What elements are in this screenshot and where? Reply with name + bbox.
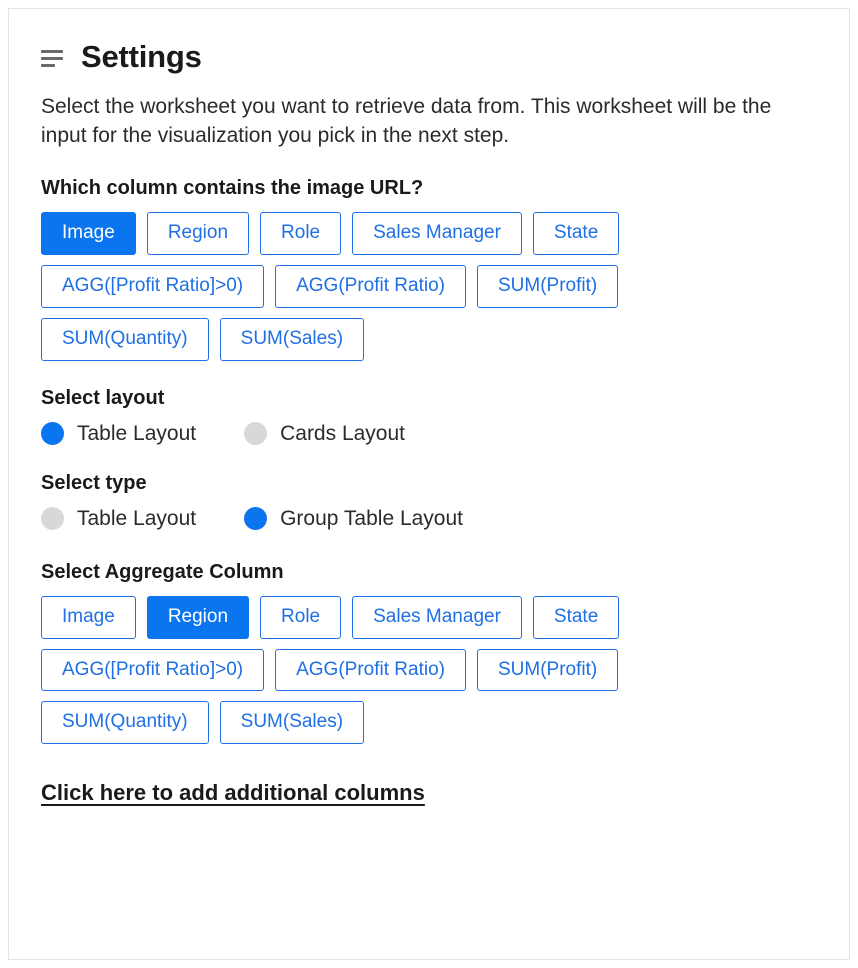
aggregate-chip-group <box>41 596 741 745</box>
radio-layout-table-label: Table Layout <box>77 421 197 445</box>
settings-panel <box>8 8 850 960</box>
radio-type-group-table-label: Group Table Layout <box>280 506 464 530</box>
agg-chip-sum-sales[interactable]: SUM(Sales) <box>220 701 364 744</box>
radio-dot-icon <box>244 507 267 530</box>
chip-sum-quantity[interactable]: SUM(Quantity) <box>41 318 209 361</box>
radio-layout-cards[interactable] <box>244 422 405 446</box>
chip-image[interactable]: Image <box>41 212 136 255</box>
agg-chip-sales-manager[interactable]: Sales Manager <box>352 596 522 639</box>
chip-sum-profit[interactable]: SUM(Profit) <box>477 265 618 308</box>
radio-dot-icon <box>41 507 64 530</box>
agg-chip-state[interactable]: State <box>533 596 619 639</box>
chip-agg-profit-ratio-gt0[interactable]: AGG([Profit Ratio]>0) <box>41 265 264 308</box>
add-additional-columns-link[interactable]: Click here to add additional columns <box>41 780 425 806</box>
chip-state[interactable]: State <box>533 212 619 255</box>
aggregate-section <box>41 561 817 745</box>
type-radio-group <box>41 507 817 531</box>
image-url-section-label: Which column contains the image URL? <box>41 176 424 199</box>
agg-chip-region[interactable]: Region <box>147 596 249 639</box>
agg-chip-sum-profit[interactable]: SUM(Profit) <box>477 649 618 692</box>
radio-dot-icon <box>41 422 64 445</box>
page-title: Settings <box>81 39 202 74</box>
agg-chip-role[interactable]: Role <box>260 596 341 639</box>
radio-type-table[interactable] <box>41 507 196 531</box>
radio-layout-table[interactable] <box>41 422 196 446</box>
agg-chip-agg-profit-ratio[interactable]: AGG(Profit Ratio) <box>275 649 466 692</box>
panel-header <box>41 39 817 75</box>
chip-region[interactable]: Region <box>147 212 249 255</box>
radio-type-group-table[interactable] <box>244 507 463 531</box>
type-section <box>41 472 817 531</box>
type-section-label: Select type <box>41 471 147 494</box>
image-url-section <box>41 177 817 361</box>
chip-sales-manager[interactable]: Sales Manager <box>352 212 522 255</box>
hamburger-icon[interactable] <box>41 46 67 68</box>
agg-chip-agg-profit-ratio-gt0[interactable]: AGG([Profit Ratio]>0) <box>41 649 264 692</box>
layout-section-label: Select layout <box>41 386 165 409</box>
layout-section <box>41 387 817 446</box>
chip-agg-profit-ratio[interactable]: AGG(Profit Ratio) <box>275 265 466 308</box>
chip-sum-sales[interactable]: SUM(Sales) <box>220 318 364 361</box>
layout-radio-group <box>41 422 817 446</box>
radio-layout-cards-label: Cards Layout <box>280 421 405 445</box>
image-url-chip-group <box>41 212 741 361</box>
radio-dot-icon <box>244 422 267 445</box>
panel-description: Select the worksheet you want to retrieve data from. This worksheet will be the input for the visualization you pick in the next step. <box>41 95 772 147</box>
agg-chip-image[interactable]: Image <box>41 596 136 639</box>
radio-type-table-label: Table Layout <box>77 506 197 530</box>
chip-role[interactable]: Role <box>260 212 341 255</box>
agg-chip-sum-quantity[interactable]: SUM(Quantity) <box>41 701 209 744</box>
aggregate-section-label: Select Aggregate Column <box>41 560 284 583</box>
